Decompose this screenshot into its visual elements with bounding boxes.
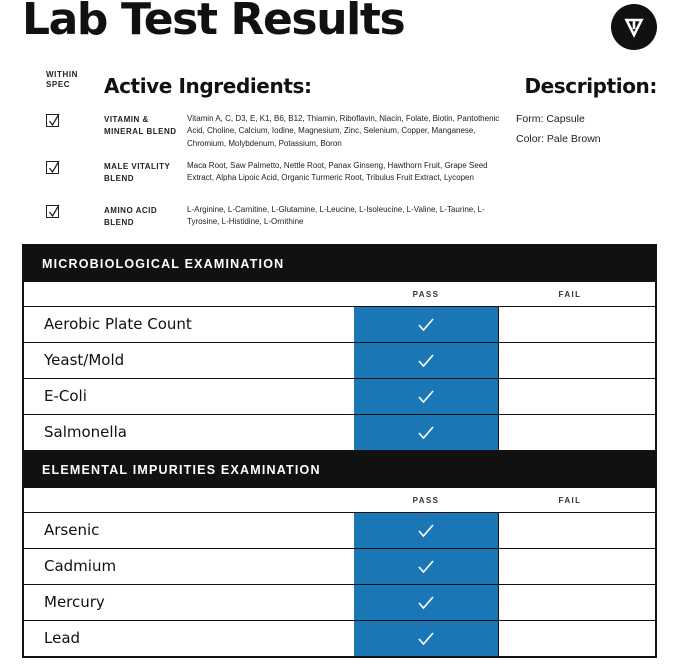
table-row [24,343,655,379]
pass-cell [354,513,498,548]
blend-name: AMINO ACID BLEND [104,206,158,227]
test-name: Yeast/Mold [44,351,125,369]
table-row [24,415,655,450]
column-header-fail: FAIL [558,290,582,299]
fail-cell [498,513,643,548]
blend-items: Maca Root, Saw Palmetto, Nettle Root, Panax Ginseng, Hawthorn Fruit, Grape Seed Extract, Alpha Lipoic Acid, Organic Turmeric Root, Tribulus Fruit Extract, Lycopen [187,161,488,183]
checkbox-checked-icon[interactable] [46,161,59,174]
test-name: Mercury [44,593,105,611]
pass-cell [354,585,498,620]
table-row [24,379,655,415]
pass-cell [354,307,498,342]
fail-cell [498,343,643,378]
results-tables [22,244,657,658]
test-name: Lead [44,629,81,647]
fail-cell [498,621,643,656]
test-name: Aerobic Plate Count [44,315,192,333]
section-title: MICROBIOLOGICAL EXAMINATION [24,246,655,282]
section-title: ELEMENTAL IMPURITIES EXAMINATION [24,452,655,488]
table-row [24,307,655,343]
column-header-pass: PASS [412,290,440,299]
pass-cell [354,415,498,450]
triangle-badge-logo-icon [611,4,657,50]
table-row [24,513,655,549]
blend-items: L-Arginine, L-Carnitine, L-Glutamine, L-Leucine, L-Isoleucine, L-Valine, L-Taurine, L-Tyrosine, L-Histidine, L-Ornithine [187,205,485,227]
section-elemental-impurities [22,450,657,658]
document-header [22,0,657,62]
test-name: Cadmium [44,557,117,575]
checkbox-checked-icon[interactable] [46,114,59,127]
table-row [24,549,655,585]
pass-cell [354,379,498,414]
checkbox-checked-icon[interactable] [46,205,59,218]
page-title: Lab Test Results [22,0,405,45]
description-heading: Description: [524,74,657,98]
fail-cell [498,379,643,414]
fail-cell [498,307,643,342]
table-row [24,585,655,621]
fail-cell [498,585,643,620]
description-values [516,110,601,150]
pass-cell [354,621,498,656]
test-name: Arsenic [44,521,100,539]
blend-items: Vitamin A, C, D3, E, K1, B6, B12, Thiamin, Riboflavin, Niacin, Folate, Biotin, Pantothenic Acid, Choline, Calcium, Iodine, Magnesium, Zinc, Selenium, Copper, Manganese, Chromium, Molybdenum, Potassium, Boron [187,114,500,148]
table-row [24,621,655,656]
pass-cell [354,343,498,378]
within-spec-label: WITHIN SPEC [46,70,79,89]
column-headers [24,488,655,513]
blend-name: MALE VITALITY BLEND [104,162,171,183]
description-form: Form: Capsule [516,113,585,125]
column-header-fail: FAIL [558,496,582,505]
test-name: E-Coli [44,387,87,405]
fail-cell [498,549,643,584]
active-ingredients-heading: Active Ingredients: [104,74,312,98]
blend-name: VITAMIN & MINERAL BLEND [104,115,177,136]
column-header-pass: PASS [412,496,440,505]
test-name: Salmonella [44,423,127,441]
pass-cell [354,549,498,584]
ingredients-section [22,62,657,244]
fail-cell [498,415,643,450]
column-headers [24,282,655,307]
section-microbiological [22,244,657,450]
description-color: Color: Pale Brown [516,132,601,145]
